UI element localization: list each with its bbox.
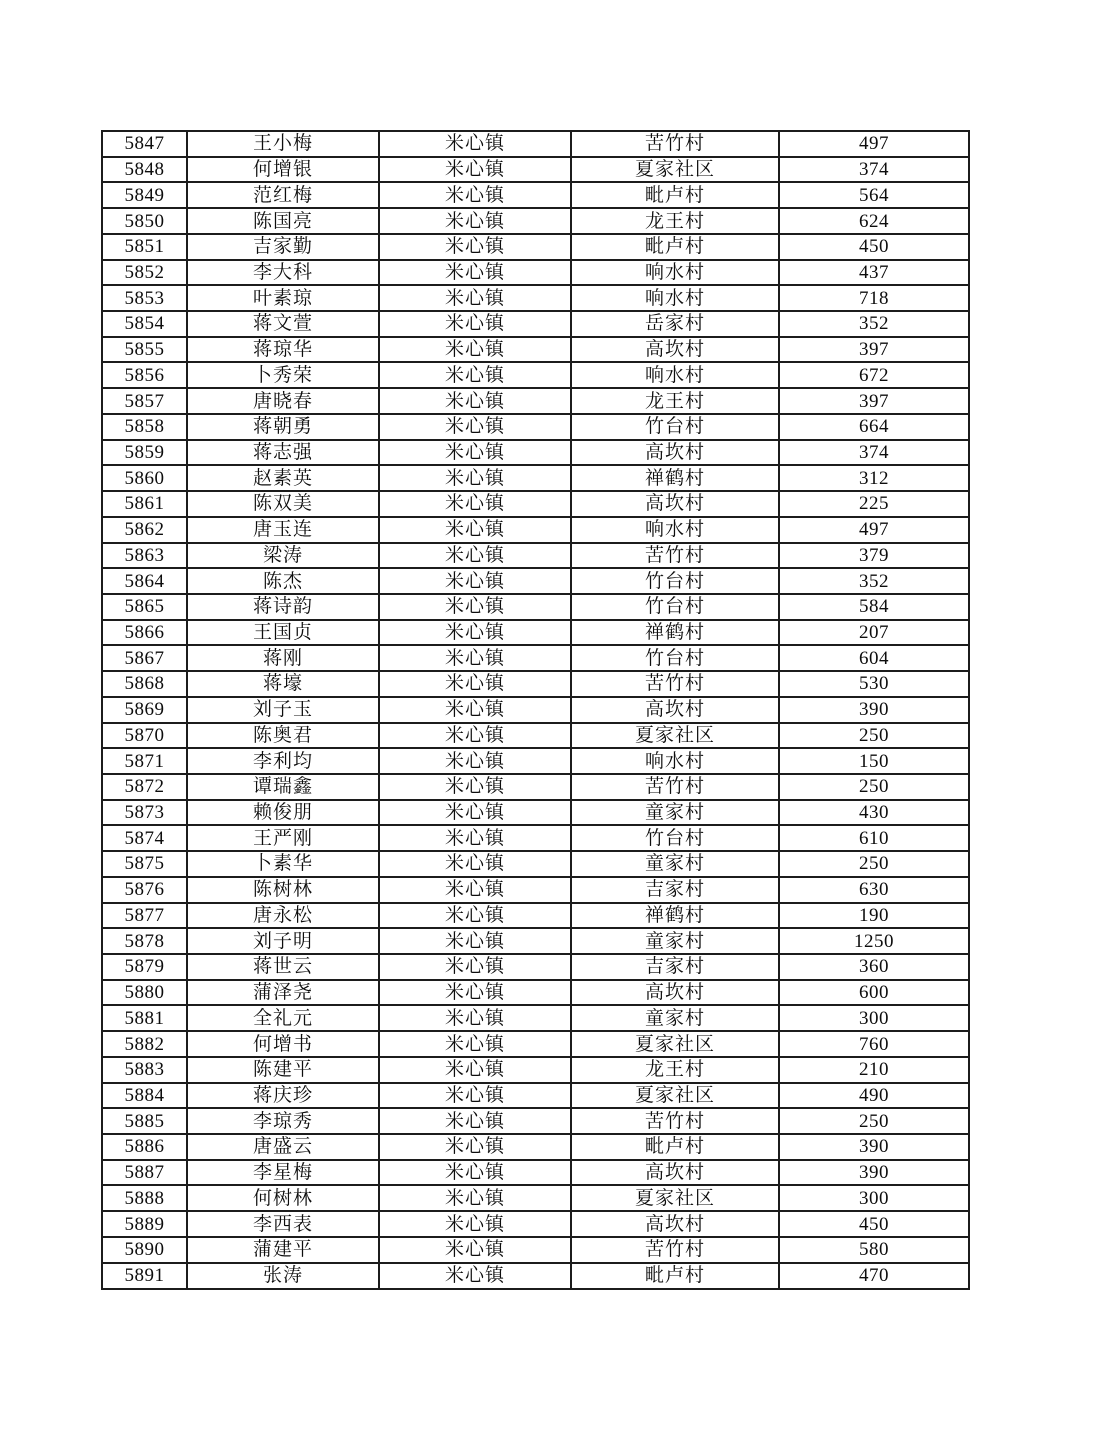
cell-person-name: 刘子玉 [187,697,379,723]
cell-village-name: 童家村 [571,1005,779,1031]
cell-amount: 250 [779,774,969,800]
cell-person-name: 蒋朝勇 [187,414,379,440]
cell-serial-number: 5847 [102,131,187,157]
cell-serial-number: 5885 [102,1108,187,1134]
cell-person-name: 张涛 [187,1263,379,1289]
table-row [102,208,969,234]
cell-serial-number: 5867 [102,645,187,671]
cell-person-name: 谭瑞鑫 [187,774,379,800]
cell-village-name: 童家村 [571,928,779,954]
cell-town-name: 米心镇 [379,234,571,260]
cell-person-name: 蒋壕 [187,671,379,697]
cell-amount: 530 [779,671,969,697]
cell-village-name: 竹台村 [571,594,779,620]
cell-amount: 390 [779,1134,969,1160]
cell-village-name: 竹台村 [571,645,779,671]
cell-amount: 664 [779,414,969,440]
cell-amount: 250 [779,851,969,877]
cell-person-name: 王严刚 [187,825,379,851]
cell-town-name: 米心镇 [379,260,571,286]
cell-person-name: 全礼元 [187,1005,379,1031]
table-row [102,543,969,569]
cell-amount: 760 [779,1031,969,1057]
cell-town-name: 米心镇 [379,388,571,414]
cell-serial-number: 5869 [102,697,187,723]
table-row [102,594,969,620]
cell-town-name: 米心镇 [379,1160,571,1186]
cell-person-name: 唐盛云 [187,1134,379,1160]
cell-serial-number: 5851 [102,234,187,260]
cell-amount: 374 [779,440,969,466]
table-row [102,1237,969,1263]
cell-village-name: 高坎村 [571,697,779,723]
cell-amount: 190 [779,903,969,929]
cell-amount: 564 [779,182,969,208]
cell-town-name: 米心镇 [379,928,571,954]
cell-serial-number: 5875 [102,851,187,877]
cell-serial-number: 5878 [102,928,187,954]
cell-village-name: 竹台村 [571,825,779,851]
cell-amount: 374 [779,157,969,183]
table-row [102,1108,969,1134]
table-row [102,723,969,749]
cell-village-name: 高坎村 [571,440,779,466]
cell-person-name: 叶素琼 [187,285,379,311]
table-row [102,774,969,800]
cell-town-name: 米心镇 [379,465,571,491]
cell-town-name: 米心镇 [379,903,571,929]
cell-amount: 610 [779,825,969,851]
cell-serial-number: 5877 [102,903,187,929]
cell-town-name: 米心镇 [379,1083,571,1109]
table-row [102,903,969,929]
cell-town-name: 米心镇 [379,851,571,877]
cell-amount: 390 [779,697,969,723]
cell-person-name: 蒋世云 [187,954,379,980]
cell-village-name: 竹台村 [571,414,779,440]
cell-amount: 490 [779,1083,969,1109]
cell-town-name: 米心镇 [379,748,571,774]
cell-village-name: 龙王村 [571,1057,779,1083]
cell-amount: 250 [779,723,969,749]
cell-town-name: 米心镇 [379,877,571,903]
cell-village-name: 毗卢村 [571,1263,779,1289]
cell-village-name: 童家村 [571,800,779,826]
cell-serial-number: 5866 [102,620,187,646]
cell-serial-number: 5870 [102,723,187,749]
cell-person-name: 陈双美 [187,491,379,517]
cell-amount: 207 [779,620,969,646]
cell-person-name: 王国贞 [187,620,379,646]
cell-amount: 604 [779,645,969,671]
cell-amount: 300 [779,1005,969,1031]
table-row [102,285,969,311]
cell-village-name: 吉家村 [571,954,779,980]
cell-serial-number: 5855 [102,337,187,363]
cell-amount: 360 [779,954,969,980]
table-row [102,1031,969,1057]
cell-amount: 470 [779,1263,969,1289]
cell-serial-number: 5868 [102,671,187,697]
cell-person-name: 蒋庆珍 [187,1083,379,1109]
cell-serial-number: 5864 [102,568,187,594]
cell-serial-number: 5880 [102,980,187,1006]
cell-town-name: 米心镇 [379,285,571,311]
cell-serial-number: 5850 [102,208,187,234]
cell-serial-number: 5872 [102,774,187,800]
table-row [102,620,969,646]
cell-village-name: 响水村 [571,748,779,774]
cell-town-name: 米心镇 [379,362,571,388]
cell-amount: 450 [779,234,969,260]
table-row [102,928,969,954]
cell-town-name: 米心镇 [379,414,571,440]
cell-serial-number: 5873 [102,800,187,826]
cell-person-name: 陈树林 [187,877,379,903]
cell-town-name: 米心镇 [379,440,571,466]
cell-amount: 584 [779,594,969,620]
cell-serial-number: 5888 [102,1185,187,1211]
cell-village-name: 竹台村 [571,568,779,594]
cell-village-name: 岳家村 [571,311,779,337]
cell-town-name: 米心镇 [379,1108,571,1134]
cell-amount: 300 [779,1185,969,1211]
cell-village-name: 夏家社区 [571,157,779,183]
cell-town-name: 米心镇 [379,568,571,594]
cell-town-name: 米心镇 [379,543,571,569]
cell-town-name: 米心镇 [379,337,571,363]
cell-village-name: 苦竹村 [571,543,779,569]
cell-serial-number: 5871 [102,748,187,774]
table-row [102,1134,969,1160]
cell-person-name: 陈建平 [187,1057,379,1083]
cell-village-name: 苦竹村 [571,774,779,800]
cell-town-name: 米心镇 [379,825,571,851]
cell-serial-number: 5848 [102,157,187,183]
cell-town-name: 米心镇 [379,697,571,723]
cell-village-name: 龙王村 [571,208,779,234]
cell-serial-number: 5876 [102,877,187,903]
cell-person-name: 李利均 [187,748,379,774]
table-row [102,388,969,414]
cell-person-name: 唐玉连 [187,517,379,543]
table-row [102,980,969,1006]
cell-serial-number: 5889 [102,1211,187,1237]
cell-serial-number: 5853 [102,285,187,311]
cell-person-name: 何树林 [187,1185,379,1211]
cell-amount: 390 [779,1160,969,1186]
cell-serial-number: 5849 [102,182,187,208]
roster-table-body [102,131,969,1289]
table-row [102,465,969,491]
cell-town-name: 米心镇 [379,517,571,543]
cell-village-name: 苦竹村 [571,1108,779,1134]
cell-amount: 210 [779,1057,969,1083]
cell-village-name: 响水村 [571,285,779,311]
roster-table [101,130,970,1290]
cell-person-name: 赖俊朋 [187,800,379,826]
cell-town-name: 米心镇 [379,1031,571,1057]
cell-person-name: 陈国亮 [187,208,379,234]
table-row [102,337,969,363]
cell-person-name: 范红梅 [187,182,379,208]
table-row [102,800,969,826]
cell-amount: 250 [779,1108,969,1134]
cell-town-name: 米心镇 [379,954,571,980]
cell-town-name: 米心镇 [379,1185,571,1211]
cell-serial-number: 5861 [102,491,187,517]
cell-serial-number: 5879 [102,954,187,980]
table-row [102,182,969,208]
cell-town-name: 米心镇 [379,311,571,337]
cell-serial-number: 5884 [102,1083,187,1109]
cell-town-name: 米心镇 [379,594,571,620]
cell-town-name: 米心镇 [379,1237,571,1263]
cell-town-name: 米心镇 [379,800,571,826]
cell-serial-number: 5865 [102,594,187,620]
cell-serial-number: 5858 [102,414,187,440]
cell-amount: 312 [779,465,969,491]
cell-town-name: 米心镇 [379,671,571,697]
cell-amount: 630 [779,877,969,903]
cell-town-name: 米心镇 [379,1057,571,1083]
table-row [102,260,969,286]
cell-amount: 379 [779,543,969,569]
table-row [102,1005,969,1031]
table-row [102,568,969,594]
cell-town-name: 米心镇 [379,774,571,800]
cell-person-name: 唐晓春 [187,388,379,414]
cell-town-name: 米心镇 [379,1134,571,1160]
cell-person-name: 何增银 [187,157,379,183]
cell-village-name: 高坎村 [571,337,779,363]
table-row [102,645,969,671]
cell-amount: 397 [779,388,969,414]
cell-village-name: 苦竹村 [571,671,779,697]
cell-village-name: 苦竹村 [571,131,779,157]
cell-village-name: 禅鹤村 [571,903,779,929]
cell-town-name: 米心镇 [379,1211,571,1237]
table-row [102,414,969,440]
cell-serial-number: 5863 [102,543,187,569]
cell-village-name: 夏家社区 [571,1083,779,1109]
cell-town-name: 米心镇 [379,157,571,183]
table-row [102,1160,969,1186]
cell-town-name: 米心镇 [379,182,571,208]
cell-village-name: 响水村 [571,260,779,286]
cell-person-name: 赵素英 [187,465,379,491]
table-row [102,517,969,543]
cell-serial-number: 5891 [102,1263,187,1289]
table-row [102,825,969,851]
cell-village-name: 毗卢村 [571,182,779,208]
cell-amount: 352 [779,311,969,337]
cell-amount: 600 [779,980,969,1006]
table-row [102,697,969,723]
cell-person-name: 吉家勤 [187,234,379,260]
cell-serial-number: 5860 [102,465,187,491]
cell-person-name: 陈杰 [187,568,379,594]
cell-serial-number: 5862 [102,517,187,543]
table-row [102,1211,969,1237]
cell-amount: 397 [779,337,969,363]
cell-serial-number: 5881 [102,1005,187,1031]
cell-village-name: 高坎村 [571,980,779,1006]
table-row [102,131,969,157]
table-row [102,954,969,980]
cell-person-name: 李西表 [187,1211,379,1237]
cell-amount: 624 [779,208,969,234]
cell-person-name: 蒋文萱 [187,311,379,337]
cell-person-name: 蒲泽尧 [187,980,379,1006]
cell-person-name: 梁涛 [187,543,379,569]
cell-person-name: 李大科 [187,260,379,286]
cell-person-name: 李星梅 [187,1160,379,1186]
cell-amount: 430 [779,800,969,826]
cell-amount: 718 [779,285,969,311]
cell-town-name: 米心镇 [379,980,571,1006]
table-row [102,877,969,903]
cell-amount: 150 [779,748,969,774]
cell-person-name: 蒋诗韵 [187,594,379,620]
table-row [102,362,969,388]
table-row [102,491,969,517]
cell-town-name: 米心镇 [379,645,571,671]
cell-amount: 672 [779,362,969,388]
cell-village-name: 童家村 [571,851,779,877]
cell-person-name: 王小梅 [187,131,379,157]
cell-serial-number: 5883 [102,1057,187,1083]
table-row [102,234,969,260]
cell-town-name: 米心镇 [379,723,571,749]
cell-serial-number: 5886 [102,1134,187,1160]
cell-amount: 352 [779,568,969,594]
cell-town-name: 米心镇 [379,620,571,646]
cell-town-name: 米心镇 [379,1263,571,1289]
cell-town-name: 米心镇 [379,131,571,157]
cell-amount: 225 [779,491,969,517]
cell-serial-number: 5887 [102,1160,187,1186]
table-row [102,1263,969,1289]
cell-amount: 437 [779,260,969,286]
cell-serial-number: 5882 [102,1031,187,1057]
cell-person-name: 唐永松 [187,903,379,929]
cell-person-name: 刘子明 [187,928,379,954]
table-row [102,671,969,697]
cell-village-name: 吉家村 [571,877,779,903]
table-row [102,851,969,877]
cell-town-name: 米心镇 [379,1005,571,1031]
cell-serial-number: 5890 [102,1237,187,1263]
cell-amount: 450 [779,1211,969,1237]
table-row [102,1083,969,1109]
cell-person-name: 卜素华 [187,851,379,877]
cell-person-name: 何增书 [187,1031,379,1057]
cell-serial-number: 5852 [102,260,187,286]
cell-town-name: 米心镇 [379,491,571,517]
cell-village-name: 响水村 [571,362,779,388]
cell-village-name: 高坎村 [571,491,779,517]
cell-amount: 580 [779,1237,969,1263]
cell-village-name: 龙王村 [571,388,779,414]
cell-village-name: 响水村 [571,517,779,543]
cell-serial-number: 5857 [102,388,187,414]
table-row [102,1185,969,1211]
table-row [102,440,969,466]
cell-village-name: 苦竹村 [571,1237,779,1263]
cell-amount: 497 [779,517,969,543]
cell-amount: 497 [779,131,969,157]
cell-village-name: 毗卢村 [571,234,779,260]
cell-amount: 1250 [779,928,969,954]
cell-person-name: 蒋志强 [187,440,379,466]
cell-serial-number: 5874 [102,825,187,851]
cell-serial-number: 5854 [102,311,187,337]
cell-village-name: 禅鹤村 [571,465,779,491]
cell-village-name: 禅鹤村 [571,620,779,646]
cell-person-name: 陈奥君 [187,723,379,749]
cell-person-name: 李琼秀 [187,1108,379,1134]
cell-village-name: 高坎村 [571,1211,779,1237]
table-row [102,311,969,337]
cell-person-name: 蒲建平 [187,1237,379,1263]
cell-village-name: 高坎村 [571,1160,779,1186]
cell-serial-number: 5856 [102,362,187,388]
cell-village-name: 夏家社区 [571,1031,779,1057]
cell-person-name: 蒋琼华 [187,337,379,363]
cell-town-name: 米心镇 [379,208,571,234]
cell-person-name: 蒋刚 [187,645,379,671]
cell-person-name: 卜秀荣 [187,362,379,388]
table-row [102,748,969,774]
cell-village-name: 夏家社区 [571,723,779,749]
cell-village-name: 毗卢村 [571,1134,779,1160]
table-row [102,1057,969,1083]
cell-village-name: 夏家社区 [571,1185,779,1211]
table-row [102,157,969,183]
cell-serial-number: 5859 [102,440,187,466]
